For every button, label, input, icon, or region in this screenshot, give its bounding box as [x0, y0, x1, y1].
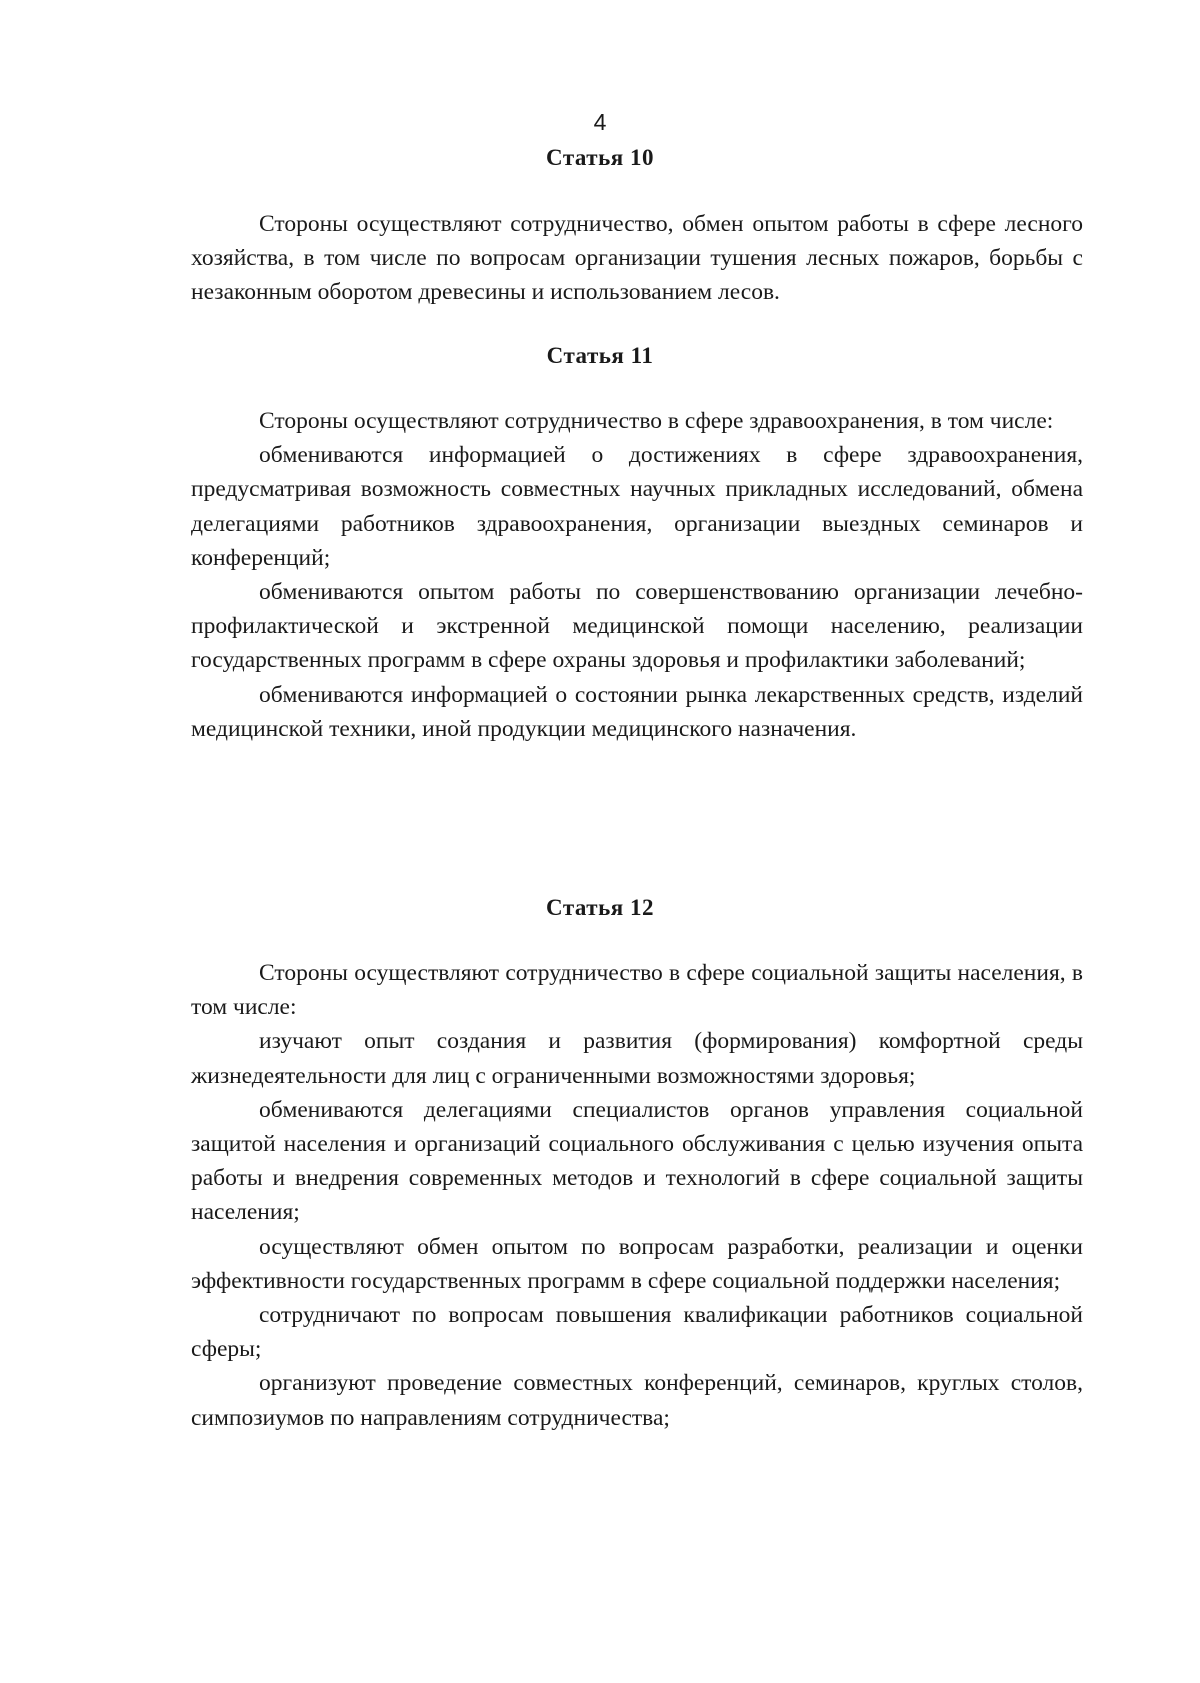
article-12-paragraph-6: организуют проведение совместных конференций, семинаров, круглых столов, симпозиумов по направлениям сотрудничества;: [191, 1370, 1083, 1431]
page-number: 4: [593, 109, 607, 135]
article-12-title: Статья 12: [546, 895, 654, 920]
article-12-body: [191, 956, 1083, 1435]
article-10-paragraph-1: Стороны осуществляют сотрудничество, обмен опытом работы в сфере лесного хозяйства, в том числе по вопросам организации тушения лесных пожаров, борьбы с незаконным оборотом древесины и использованием лесов.: [191, 211, 1083, 306]
article-12-paragraph-1: Стороны осуществляют сотрудничество в сфере социальной защиты населения, в том числе:: [191, 960, 1083, 1021]
article-11-paragraph-4: обмениваются информацией о состоянии рынка лекарственных средств, изделий медицинской техники, иной продукции медицинского назначения.: [191, 681, 1083, 742]
article-10-body: [191, 207, 1083, 310]
article-12-paragraph-3: обмениваются делегациями специалистов органов управления социальной защитой населения и организаций социального обслуживания с целью изучения опыта работы и внедрения современных методов и технологий в сфере социальной защиты населения;: [191, 1096, 1083, 1226]
article-11-paragraph-1: Стороны осуществляют сотрудничество в сфере здравоохранения, в том числе:: [259, 408, 1054, 434]
article-11-title: Статья 11: [546, 343, 654, 368]
article-12-paragraph-4: осуществляют обмен опытом по вопросам разработки, реализации и оценки эффективности государственных программ в сфере социальной поддержки населения;: [191, 1233, 1083, 1294]
article-12-paragraph-2: изучают опыт создания и развития (формирования) комфортной среды жизнедеятельности для лиц с ограниченными возможностями здоровья;: [191, 1028, 1083, 1089]
article-11-body: [191, 404, 1083, 746]
article-11-paragraph-2: обмениваются информацией о достижениях в сфере здравоохранения, предусматривая возможность совместных научных прикладных исследований, обмена делегациями работников здравоохранения, организации выездных семинаров и конференций;: [191, 442, 1083, 571]
article-12-paragraph-5: сотрудничают по вопросам повышения квалификации работников социальной сферы;: [191, 1302, 1083, 1363]
article-11-paragraph-3: обмениваются опытом работы по совершенствованию организации лечебно-профилактической и экстренной медицинской помощи населению, реализации государственных программ в сфере охраны здоровья и профилактики заболеваний;: [191, 579, 1083, 674]
article-10-title: Статья 10: [546, 145, 654, 170]
